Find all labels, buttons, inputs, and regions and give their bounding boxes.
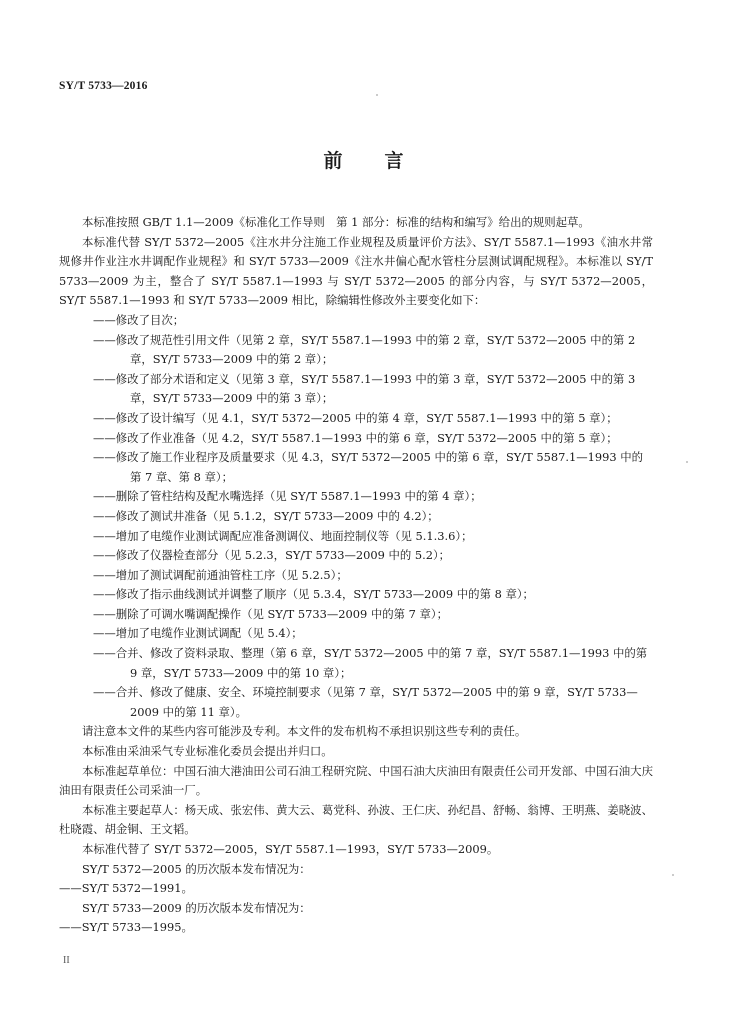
- change-item: ——修改了施工作业程序及质量要求（见 4.3，SY/T 5372—2005 中的第 6 章，SY/T 5587.1—1993 中的第 7 章、第 8 章）；: [93, 450, 643, 484]
- closing-paragraph: 本标准由采油采气专业标准化委员会提出并归口。: [82, 744, 333, 759]
- scan-speck: [686, 461, 688, 463]
- history-heading: SY/T 5733—2009 的历次版本发布情况为：: [82, 900, 311, 915]
- change-item: ——修改了测试井准备（见 5.1.2，SY/T 5733—2009 中的 4.2）；: [93, 508, 439, 523]
- change-item: ——修改了规范性引用文件（见第 2 章，SY/T 5587.1—1993 中的第 2 章，SY/T 5372—2005 中的第 2 章，SY/T 5733—2009 中的第 2 章）；: [93, 332, 636, 367]
- history-item: ——SY/T 5733—1995。: [59, 920, 193, 935]
- change-item: ——删除了管柱结构及配水嘴选择（见 SY/T 5587.1—1993 中的第 4 章）；: [93, 489, 482, 504]
- change-item: ——修改了指示曲线测试并调整了顺序（见 5.3.4，SY/T 5733—2009 中的第 8 章）；: [93, 587, 534, 602]
- change-item: ——修改了作业准备（见 4.2，SY/T 5587.1—1993 中的第 6 章，SY/T 5372—2005 中的第 5 章）；: [93, 430, 618, 445]
- change-item: ——修改了目次；: [93, 312, 185, 327]
- change-item: ——合并、修改了资料录取、整理（第 6 章，SY/T 5372—2005 中的第 7 章，SY/T 5587.1—1993 中的第 9 章，SY/T 5733—2009 中的第 10 章）；: [93, 646, 648, 680]
- scan-speck: [376, 94, 378, 96]
- standard-number: SY/T 5733—2016: [59, 80, 148, 92]
- intro-paragraph: 本标准代替 SY/T 5372—2005《注水井分注施工作业规程及质量评价方法》、SY/T 5587.1—1993《油水井常规修井作业注水井调配作业规程》和 SY/T 5733—2009《注水井偏心配水管柱分层测试调配规程》。本标准以 SY/T 5733—2009 为主，整合了 SY/T 5587.1—1993 与 SY/T 5372—2005 的部分内容，与 SY/T 5372—2005，SY/T 5587.1—1993 和 SY/T 5733—2009 相比，除编辑性修改外主要变化如下：: [59, 234, 653, 308]
- closing-paragraph: 本标准起草单位：中国石油大港油田公司石油工程研究院、中国石油大庆油田有限责任公司开发部、中国石油大庆油田有限责任公司采油一厂。: [59, 763, 653, 798]
- closing-paragraph: 本标准代替了 SY/T 5372—2005，SY/T 5587.1—1993，SY/T 5733—2009。: [82, 842, 499, 856]
- title-char-2: 言: [384, 150, 406, 172]
- change-item: ——增加了电缆作业测试调配（见 5.4）；: [93, 626, 303, 641]
- title-char-1: 前: [323, 150, 345, 172]
- changes-list: [59, 311, 653, 722]
- version-history: [59, 860, 653, 938]
- change-item: ——增加了电缆作业测试调配应准备测调仪、地面控制仪等（见 5.1.3.6）；: [93, 528, 473, 543]
- change-item: ——修改了设计编写（见 4.1，SY/T 5372—2005 中的第 4 章，SY/T 5587.1—1993 中的第 5 章）；: [93, 410, 618, 425]
- scan-speck: [672, 874, 674, 876]
- history-item: ——SY/T 5372—1991。: [59, 881, 193, 896]
- change-item: ——删除了可调水嘴调配操作（见 SY/T 5733—2009 中的第 7 章）；: [93, 606, 448, 621]
- history-heading: SY/T 5372—2005 的历次版本发布情况为：: [82, 861, 311, 876]
- closing-paragraph: 请注意本文件的某些内容可能涉及专利。本文件的发布机构不承担识别这些专利的责任。: [82, 724, 527, 739]
- change-item: ——修改了仪器检查部分（见 5.2.3，SY/T 5733—2009 中的 5.2）；: [93, 548, 451, 563]
- change-item: ——合并、修改了健康、安全、环境控制要求（见第 7 章，SY/T 5372—2005 中的第 9 章，SY/T 5733—2009 中的第 11 章）。: [93, 685, 638, 719]
- change-item: ——增加了测试调配前通油管柱工序（见 5.2.5）；: [93, 567, 348, 582]
- foreword-body: [59, 213, 653, 938]
- page-title: [0, 146, 729, 173]
- closing-paragraph: 本标准主要起草人：杨天成、张宏伟、黄大云、葛党科、孙波、王仁庆、孙纪昌、舒畅、翁博、王明燕、姜晓波、杜晓霞、胡金铜、王文韬。: [59, 802, 653, 837]
- change-item: ——修改了部分术语和定义（见第 3 章，SY/T 5587.1—1993 中的第 3 章，SY/T 5372—2005 中的第 3 章，SY/T 5733—2009 中的第 3 章）；: [93, 371, 636, 406]
- closing-paragraphs: [59, 722, 653, 859]
- intro-paragraph: 本标准按照 GB/T 1.1—2009《标准化工作导则 第 1 部分：标准的结构和编写》给出的规则起草。: [82, 215, 590, 229]
- page-number: II: [63, 955, 70, 966]
